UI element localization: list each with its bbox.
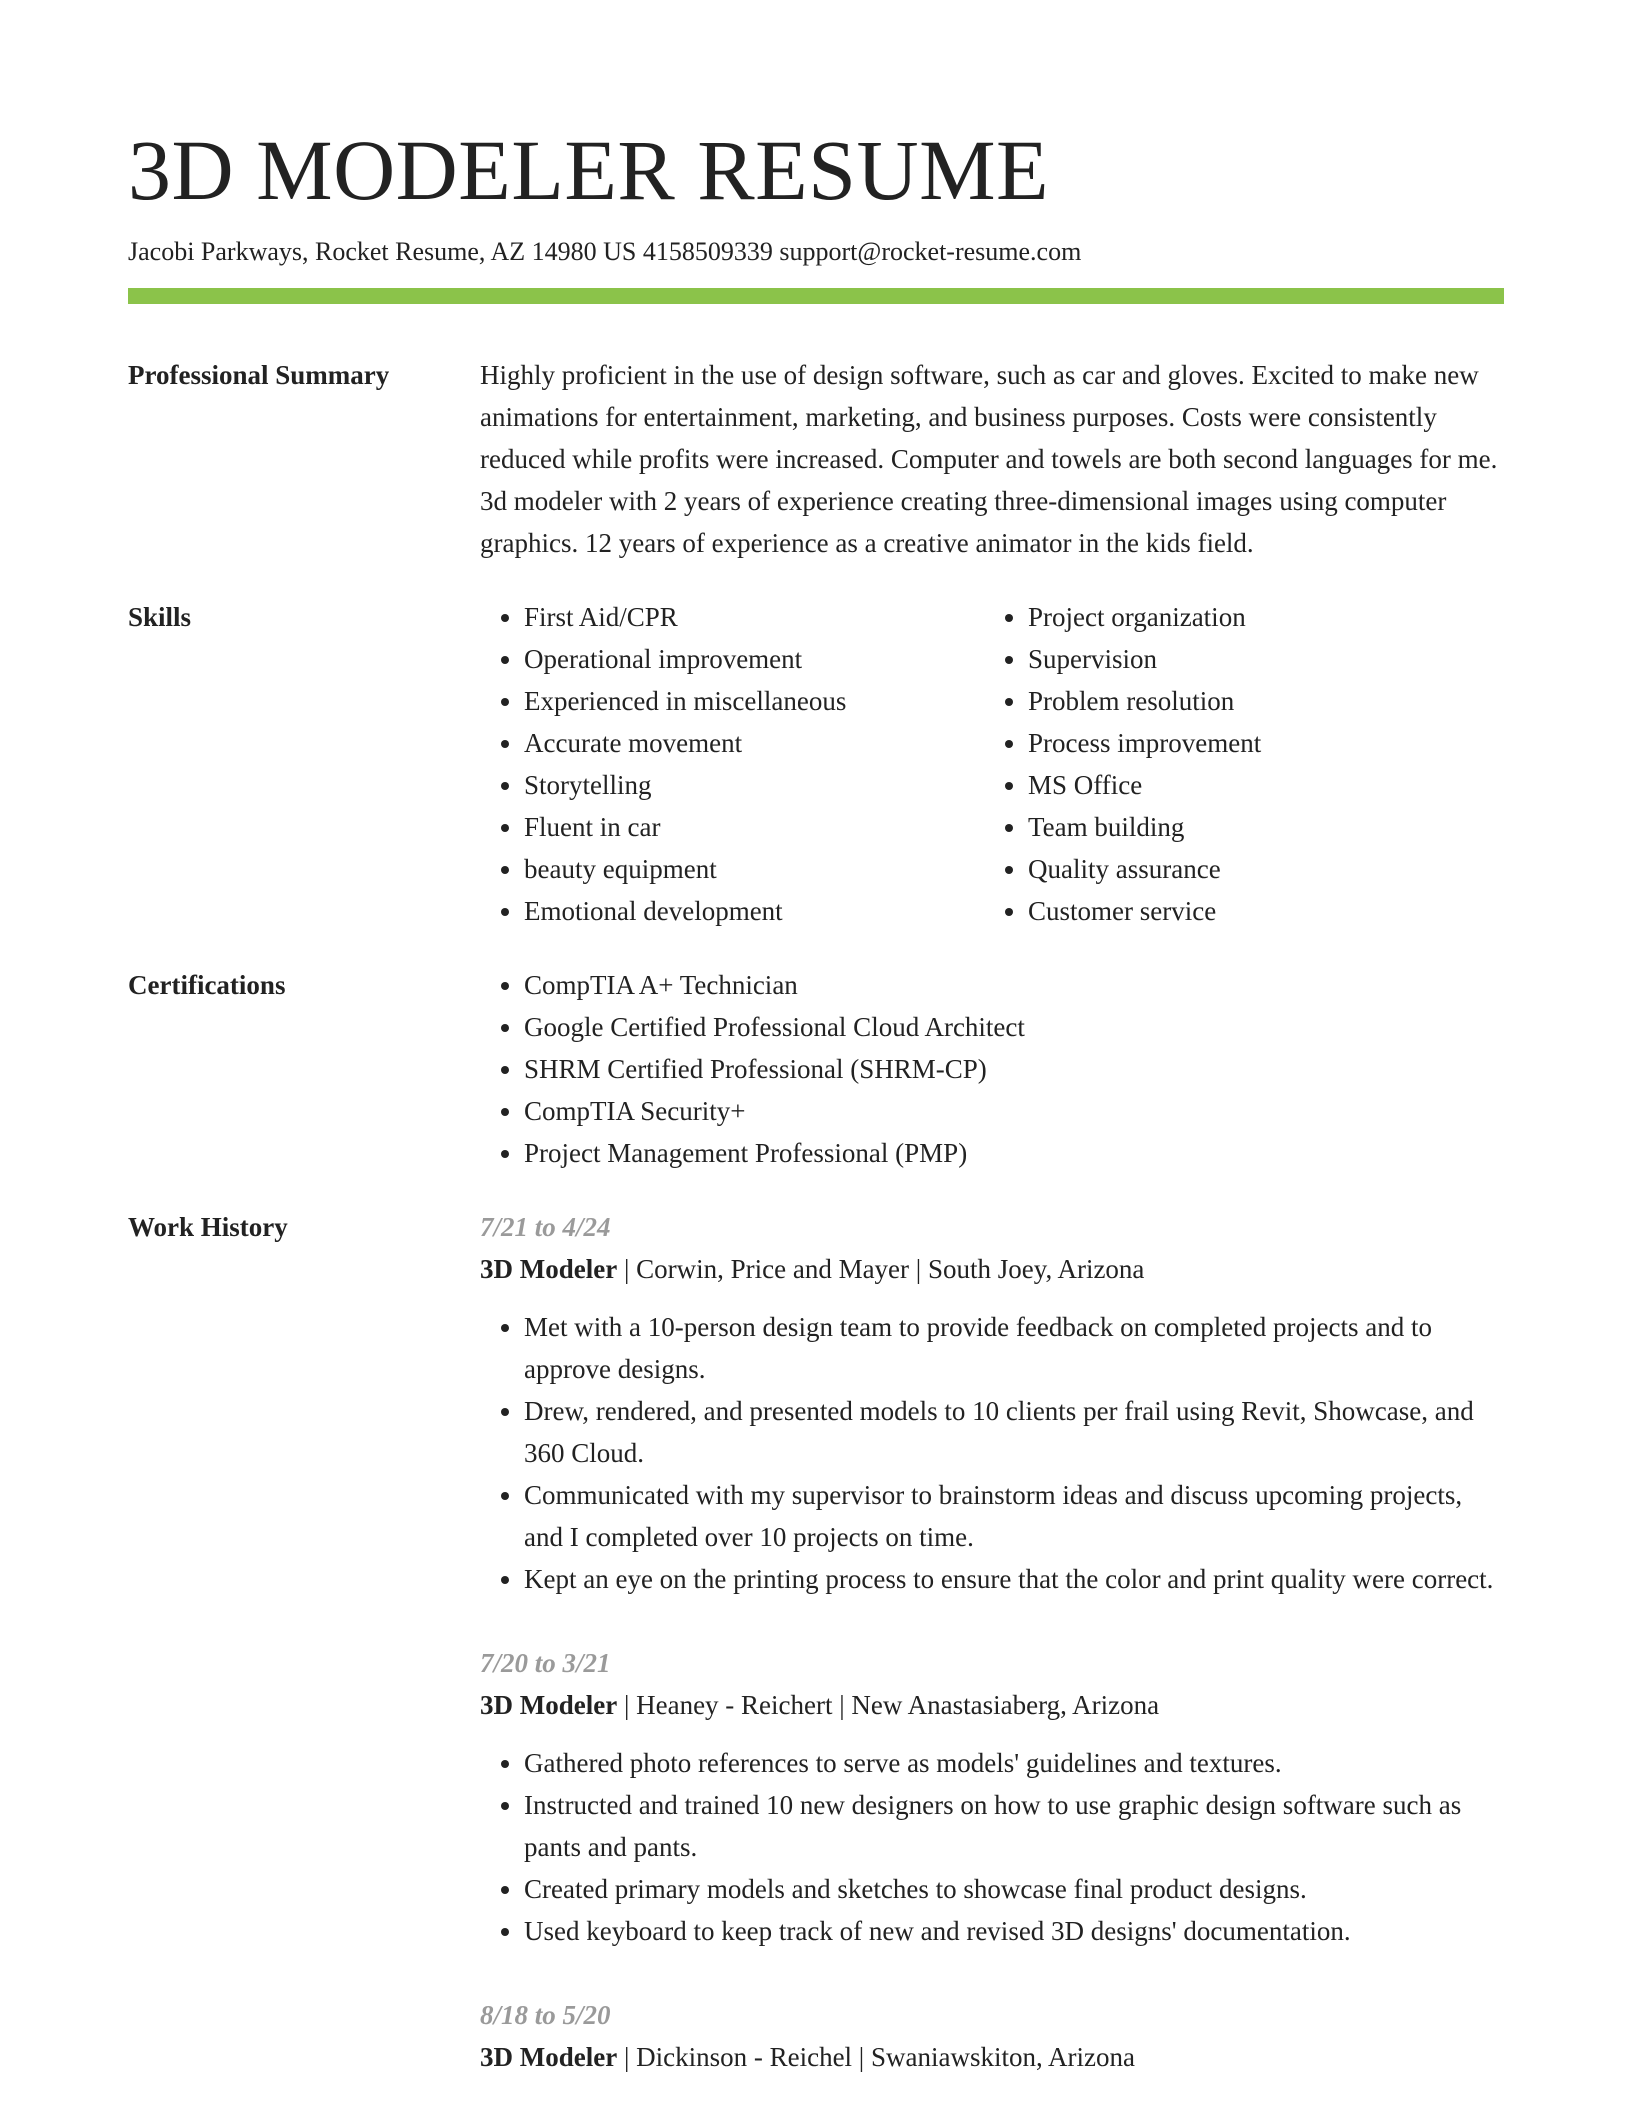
job-bullet: • Kept an eye on the printing process to ensure that the color and print quality were correct. <box>524 1558 1504 1600</box>
section-label-summary: Professional Summary <box>128 360 390 390</box>
certification-item: • CompTIA Security+ <box>524 1090 1504 1132</box>
job-bullet: • Gathered photo references to serve as models' guidelines and textures. <box>524 1742 1504 1784</box>
skill-item: • Problem resolution <box>1028 680 1528 722</box>
certifications-list <box>480 964 1504 1174</box>
skill-item: • Experienced in miscellaneous <box>524 680 984 722</box>
job-dates: 8/18 to 5/20 <box>480 2000 611 2030</box>
skill-item: • Fluent in car <box>524 806 984 848</box>
job-employer-location: | Dickinson - Reichel | Swaniawskiton, Arizona <box>617 2042 1135 2072</box>
skill-item: • Team building <box>1028 806 1528 848</box>
skill-item: • Emotional development <box>524 890 984 932</box>
skill-item: • Operational improvement <box>524 638 984 680</box>
skill-item: • MS Office <box>1028 764 1528 806</box>
job-bullet: • Met with a 10-person design team to provide feedback on completed projects and to approve designs. <box>524 1306 1504 1390</box>
job-title: 3D Modeler <box>480 1254 618 1284</box>
job-employer-location: | Heaney - Reichert | New Anastasiaberg, Arizona <box>617 1690 1160 1720</box>
certifications-section <box>128 964 1504 1174</box>
job-title-line <box>480 1684 1504 1726</box>
job-dates: 7/20 to 3/21 <box>480 1648 611 1678</box>
skill-item: • Customer service <box>1028 890 1528 932</box>
section-label-skills: Skills <box>128 602 192 632</box>
job-bullets <box>480 1306 1504 1600</box>
jobs-list <box>480 1206 1504 2120</box>
resume-page <box>128 118 1504 2120</box>
job-bullet: • Created primary models and sketches to showcase final product designs. <box>524 1868 1504 1910</box>
job-bullets <box>480 1742 1504 1952</box>
professional-summary-section <box>128 354 1504 564</box>
skill-item: • beauty equipment <box>524 848 984 890</box>
job-entry <box>480 1206 1504 1600</box>
skill-item: • Quality assurance <box>1028 848 1528 890</box>
skill-item: • Storytelling <box>524 764 984 806</box>
job-bullet: • Used keyboard to keep track of new and revised 3D designs' documentation. <box>524 1910 1504 1952</box>
certification-item: • Google Certified Professional Cloud Architect <box>524 1006 1504 1048</box>
certification-item: • Project Management Professional (PMP) <box>524 1132 1504 1174</box>
resume-title: 3D MODELER RESUME <box>128 122 1050 218</box>
section-label-work-history: Work History <box>128 1212 288 1242</box>
job-title-line <box>480 2036 1504 2078</box>
skills-section <box>128 596 1504 932</box>
job-bullet: • Communicated with my supervisor to brainstorm ideas and discuss upcoming projects, and I completed over 10 projects on time. <box>524 1474 1504 1558</box>
skill-item: • Project organization <box>1028 596 1528 638</box>
skill-item: • First Aid/CPR <box>524 596 984 638</box>
skills-list-right <box>984 596 1528 932</box>
job-entry <box>480 1642 1504 1952</box>
skill-item: • Supervision <box>1028 638 1528 680</box>
skill-item: • Accurate movement <box>524 722 984 764</box>
job-bullet: • Drew, rendered, and presented models to 10 clients per frail using Revit, Showcase, and 360 Cloud. <box>524 1390 1504 1474</box>
job-title: 3D Modeler <box>480 1690 618 1720</box>
job-bullet: • Instructed and trained 10 new designers on how to use graphic design software such as pants and pants. <box>524 1784 1504 1868</box>
certification-item: • CompTIA A+ Technician <box>524 964 1504 1006</box>
contact-line: Jacobi Parkways, Rocket Resume, AZ 14980 US 4158509339 support@rocket-resume.com <box>128 237 1082 266</box>
section-label-certifications: Certifications <box>128 970 286 1000</box>
accent-divider <box>128 288 1504 304</box>
certification-item: • SHRM Certified Professional (SHRM-CP) <box>524 1048 1504 1090</box>
job-title-line <box>480 1248 1504 1290</box>
job-employer-location: | Corwin, Price and Mayer | South Joey, Arizona <box>617 1254 1145 1284</box>
job-title: 3D Modeler <box>480 2042 618 2072</box>
job-dates: 7/21 to 4/24 <box>480 1212 611 1242</box>
skill-item: • Process improvement <box>1028 722 1528 764</box>
job-entry <box>480 1994 1504 2078</box>
summary-text: Highly proficient in the use of design software, such as car and gloves. Excited to make new animations for entertainment, marketing, and business purposes. Costs were consistently reduced while profits were increased. Computer and towels are both second languages for me. 3d modeler with 2 years of experience creating three-dimensional images using computer graphics. 12 years of experience as a creative animator in the kids field. <box>480 360 1498 558</box>
skills-list-left <box>480 596 984 932</box>
work-history-section <box>128 1206 1504 2120</box>
